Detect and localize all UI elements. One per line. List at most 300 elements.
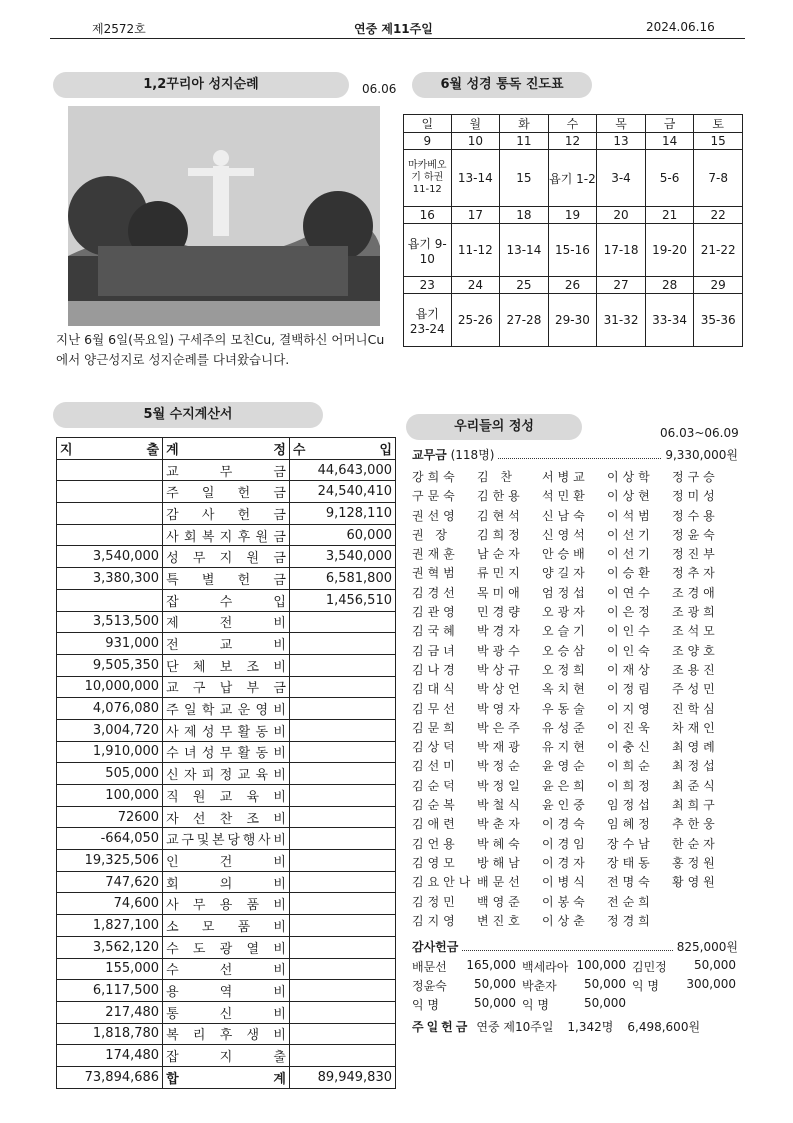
income-cell — [289, 828, 395, 850]
account-cell: 용 역 비 — [166, 985, 286, 1001]
income-cell — [289, 654, 395, 676]
thanks-amount-cell: 165,000 — [466, 958, 516, 972]
reading-cell: 13-14 — [451, 150, 500, 207]
donor-name: 진학심 — [672, 701, 719, 716]
date-cell: 18 — [500, 207, 549, 224]
name-row — [412, 700, 737, 719]
donor-name: 백영준 — [477, 894, 524, 909]
donor-name: 김현석 — [477, 508, 524, 523]
name-row — [412, 468, 737, 487]
donor-name: 김지영 — [412, 913, 459, 928]
thanks-donor: 백세라아 — [522, 960, 569, 974]
name-row — [412, 545, 737, 564]
expense-cell: 3,562,120 — [57, 936, 163, 958]
donor-name: 김관영 — [412, 605, 459, 620]
date-cell: 13 — [597, 133, 646, 150]
donor-name: 이경임 — [542, 836, 589, 851]
donor-name: 이정림 — [607, 682, 654, 697]
donor-name: 박정일 — [477, 778, 524, 793]
income-cell — [289, 719, 395, 741]
donor-name: 신남숙 — [542, 508, 589, 523]
donor-name: 오승삼 — [542, 643, 589, 658]
name-row — [412, 835, 737, 854]
account-cell: 특 별 헌 금 — [166, 572, 286, 588]
donor-name: 정미성 — [672, 489, 719, 504]
thanks-amount-cell — [685, 996, 736, 1015]
header-expense: 지 출 — [60, 442, 160, 458]
name-row — [412, 564, 737, 583]
reading-cell: 27-28 — [500, 294, 549, 347]
donor-name: 신영석 — [542, 527, 589, 542]
donor-name: 박광수 — [477, 643, 524, 658]
name-row — [412, 487, 737, 506]
reading-cell: 25-26 — [451, 294, 500, 347]
donor-name: 강희숙 — [412, 470, 459, 484]
reading-row — [404, 150, 743, 207]
thanks-amount-cell: 50,000 — [584, 977, 626, 991]
finance-row — [57, 611, 396, 633]
account-cell: 잡 지 출 — [166, 1050, 286, 1066]
thanks-donor: 익 명 — [412, 998, 439, 1012]
tithe-line — [412, 446, 738, 463]
expense-cell: 1,827,100 — [57, 915, 163, 937]
thanks-amount-cell: 300,000 — [686, 977, 736, 991]
date-cell: 28 — [645, 277, 694, 294]
donor-name: 이은정 — [607, 605, 654, 620]
reading-cell: 31-32 — [597, 294, 646, 347]
finance-row — [57, 958, 396, 980]
donor-name: 김나경 — [412, 662, 459, 677]
expense-cell: 100,000 — [57, 785, 163, 807]
account-cell: 잡 수 입 — [166, 594, 286, 610]
expense-cell: 3,004,720 — [57, 719, 163, 741]
expense-cell: 931,000 — [57, 633, 163, 655]
donor-name: 권재훈 — [412, 547, 459, 562]
donor-name: 김대식 — [412, 682, 459, 697]
issue-date: 2024.06.16 — [646, 20, 715, 34]
donor-name: 조경애 — [672, 585, 719, 600]
date-row — [404, 277, 743, 294]
donor-name: 정진부 — [672, 547, 719, 562]
reading-cell: 욥기 1-2 — [548, 150, 597, 207]
donor-name: 김문희 — [412, 720, 459, 735]
reading-cell: 욥기 9-10 — [404, 224, 452, 277]
donor-name: 이지영 — [607, 701, 654, 716]
income-cell — [289, 915, 395, 937]
thanks-amount-cell: 50,000 — [694, 958, 736, 972]
finance-total-row — [57, 1066, 396, 1088]
finance-row — [57, 828, 396, 850]
donor-name: 조석모 — [672, 624, 719, 639]
reading-cell: 17-18 — [597, 224, 646, 277]
donor-name: 변진호 — [477, 913, 524, 928]
donor-name: 홍정원 — [672, 855, 719, 870]
income-cell: 9,128,110 — [289, 503, 395, 525]
expense-cell: 9,505,350 — [57, 654, 163, 676]
donor-name: 이석범 — [607, 508, 654, 523]
expense-cell — [57, 459, 163, 481]
thanks-amount-cell: 50,000 — [474, 996, 516, 1010]
name-row — [412, 526, 737, 545]
account-cell: 제 전 비 — [166, 616, 286, 632]
finance-row — [57, 719, 396, 741]
finance-row — [57, 741, 396, 763]
donor-name: 이봉숙 — [542, 894, 589, 909]
expense-cell: 747,620 — [57, 871, 163, 893]
date-row — [404, 133, 743, 150]
bible-schedule-table — [403, 114, 743, 347]
finance-row — [57, 633, 396, 655]
finance-row — [57, 936, 396, 958]
name-row — [412, 719, 737, 738]
finance-row — [57, 676, 396, 698]
total-label: 합 계 — [166, 1071, 286, 1087]
thanks-amount-cell: 50,000 — [474, 977, 516, 991]
reading-cell: 15 — [500, 150, 549, 207]
donor-name: 조양호 — [672, 643, 719, 658]
donor-name: 이재상 — [607, 662, 654, 677]
reading-cell: 29-30 — [548, 294, 597, 347]
income-cell: 60,000 — [289, 524, 395, 546]
finance-table — [56, 437, 396, 1089]
expense-cell — [57, 524, 163, 546]
thanks-amount: 825,000원 — [676, 940, 738, 954]
income-cell: 1,456,510 — [289, 589, 395, 611]
expense-cell: 3,540,000 — [57, 546, 163, 568]
finance-row — [57, 589, 396, 611]
expense-cell: 10,000,000 — [57, 676, 163, 698]
name-row — [412, 912, 737, 931]
income-cell: 44,643,000 — [289, 459, 395, 481]
account-cell: 직 원 교 육 비 — [166, 789, 286, 805]
expense-cell — [57, 503, 163, 525]
name-row — [412, 854, 737, 873]
donor-name: 이경자 — [542, 855, 589, 870]
donor-name: 박재광 — [477, 740, 524, 755]
name-row — [412, 584, 737, 603]
thanks-list — [412, 958, 742, 1015]
finance-row — [57, 763, 396, 785]
donor-name: 류민지 — [477, 566, 524, 581]
income-cell — [289, 633, 395, 655]
donor-name: 양길자 — [542, 566, 589, 581]
donor-name: 박철식 — [477, 798, 524, 813]
donor-name: 장수남 — [607, 836, 654, 851]
donor-name: 이희정 — [607, 778, 654, 793]
donor-name: 이병식 — [542, 875, 589, 890]
finance-row — [57, 806, 396, 828]
total-income: 89,949,830 — [289, 1066, 395, 1088]
weekday-header: 금 — [645, 115, 694, 133]
tithe-label: 교무금 — [412, 448, 447, 462]
thanks-row — [412, 977, 742, 996]
total-expense: 73,894,686 — [57, 1066, 163, 1088]
account-cell: 통 신 비 — [166, 1006, 286, 1022]
account-cell: 성 무 지 원 금 — [166, 551, 286, 567]
donor-name: 박상규 — [477, 662, 524, 677]
donor-name: 이경숙 — [542, 817, 589, 832]
thanks-leader-dots — [462, 950, 672, 951]
account-cell: 수 도 광 열 비 — [166, 941, 286, 957]
donor-name: 목미애 — [477, 585, 524, 600]
donor-name: 안승배 — [542, 547, 589, 562]
account-cell: 인 건 비 — [166, 854, 286, 870]
donor-name: 정추자 — [672, 566, 719, 581]
donor-name: 김한용 — [477, 489, 524, 504]
donor-name: 정수용 — [672, 508, 719, 523]
account-cell: 복 리 후 생 비 — [166, 1028, 286, 1044]
date-cell: 19 — [548, 207, 597, 224]
donor-name: 김정민 — [412, 894, 459, 909]
donor-name: 김영모 — [412, 855, 459, 870]
thanks-donor: 박춘자 — [522, 979, 557, 993]
donor-name: 전명숙 — [607, 875, 654, 890]
expense-cell — [57, 589, 163, 611]
date-cell: 14 — [645, 133, 694, 150]
expense-cell: 1,910,000 — [57, 741, 163, 763]
reading-cell: 7-8 — [694, 150, 743, 207]
donor-name: 김언용 — [412, 836, 459, 851]
account-cell: 감 사 헌 금 — [166, 507, 286, 523]
account-cell: 교 무 금 — [166, 464, 286, 480]
donor-name: 이충신 — [607, 740, 654, 755]
donor-name: 배문선 — [477, 875, 524, 890]
date-cell: 26 — [548, 277, 597, 294]
sunday-people: 1,342명 — [567, 1020, 614, 1034]
thanks-donor — [632, 996, 679, 1015]
thanks-donor: 익 명 — [632, 979, 659, 993]
income-cell — [289, 676, 395, 698]
finance-row — [57, 1045, 396, 1067]
donor-name: 권혁범 — [412, 566, 459, 581]
income-cell — [289, 871, 395, 893]
date-cell: 12 — [548, 133, 597, 150]
name-row — [412, 507, 737, 526]
tithe-count: (118명) — [450, 448, 495, 462]
reading-row — [404, 294, 743, 347]
expense-cell: 155,000 — [57, 958, 163, 980]
income-cell — [289, 741, 395, 763]
expense-cell: 217,480 — [57, 1001, 163, 1023]
finance-row — [57, 459, 396, 481]
header-income: 수 입 — [292, 442, 392, 458]
reading-cell: 13-14 — [500, 224, 549, 277]
reading-row — [404, 224, 743, 277]
income-cell — [289, 1023, 395, 1045]
weekday-row — [404, 115, 743, 133]
thanks-donor: 김민정 — [632, 960, 667, 974]
weekday-header: 목 — [597, 115, 646, 133]
finance-row — [57, 698, 396, 720]
donor-name: 김상덕 — [412, 740, 459, 755]
account-cell: 수 녀 성 무 활 동 비 — [166, 746, 286, 762]
finance-row — [57, 654, 396, 676]
donor-name: 김 찬 — [477, 470, 516, 484]
donor-name: 오광자 — [542, 605, 589, 620]
sunday-line — [412, 1018, 742, 1035]
finance-row — [57, 980, 396, 1002]
reading-cell: 19-20 — [645, 224, 694, 277]
donor-name: 추한웅 — [672, 817, 719, 832]
income-cell — [289, 763, 395, 785]
expense-cell: -664,050 — [57, 828, 163, 850]
donor-name: 권 장 — [412, 527, 451, 542]
donor-name: 최영례 — [672, 740, 719, 755]
thanks-line — [412, 938, 738, 955]
expense-cell: 74,600 — [57, 893, 163, 915]
pilgrimage-date: 06.06 — [362, 82, 397, 96]
reading-cell: 15-16 — [548, 224, 597, 277]
account-cell: 소 모 품 비 — [166, 919, 286, 935]
finance-row — [57, 1023, 396, 1045]
donor-name: 권선영 — [412, 508, 459, 523]
donor-name: 이상춘 — [542, 913, 589, 928]
donor-name: 김요안나 — [412, 875, 475, 890]
donor-name: 김순복 — [412, 798, 459, 813]
donor-name: 윤인중 — [542, 798, 589, 813]
name-row — [412, 661, 737, 680]
donor-name: 김희정 — [477, 527, 524, 542]
donor-name: 장태동 — [607, 855, 654, 870]
date-cell: 16 — [404, 207, 452, 224]
donor-name: 유성준 — [542, 720, 589, 735]
donor-name: 이승환 — [607, 566, 654, 581]
income-cell — [289, 1001, 395, 1023]
sunday-label: 주일헌금 — [412, 1020, 471, 1034]
donor-name: 서병교 — [542, 470, 589, 484]
reading-cell: 35-36 — [694, 294, 743, 347]
thanks-row — [412, 958, 742, 977]
finance-row — [57, 871, 396, 893]
finance-row — [57, 785, 396, 807]
weekday-header: 토 — [694, 115, 743, 133]
finance-row — [57, 915, 396, 937]
weekday-header: 화 — [500, 115, 549, 133]
donor-name: 차재인 — [672, 720, 719, 735]
account-cell: 사 제 성 무 활 동 비 — [166, 724, 286, 740]
donor-name: 방해남 — [477, 855, 524, 870]
reading-cell: 11-12 — [451, 224, 500, 277]
thanks-donor: 정윤숙 — [412, 979, 447, 993]
donor-name: 이인숙 — [607, 643, 654, 658]
reading-cell: 5-6 — [645, 150, 694, 207]
donor-name: 김애련 — [412, 817, 459, 832]
date-cell: 11 — [500, 133, 549, 150]
thanks-label: 감사헌금 — [412, 940, 459, 954]
donor-name: 이인수 — [607, 624, 654, 639]
name-row — [412, 757, 737, 776]
thanks-row — [412, 996, 742, 1015]
liturgical-week: 연중 제11주일 — [354, 22, 433, 36]
donor-name: 최희구 — [672, 798, 719, 813]
date-cell: 15 — [694, 133, 743, 150]
reading-cell: 21-22 — [694, 224, 743, 277]
thanks-amount-cell: 100,000 — [576, 958, 626, 972]
donor-name: 박영자 — [477, 701, 524, 716]
donor-name: 주성민 — [672, 682, 719, 697]
name-row — [412, 622, 737, 641]
donor-name: 김금녀 — [412, 643, 459, 658]
donor-name: 이희순 — [607, 759, 654, 774]
income-cell — [289, 936, 395, 958]
donor-name: 오정희 — [542, 662, 589, 677]
name-row — [412, 777, 737, 796]
donor-name: 조광희 — [672, 605, 719, 620]
header-divider — [50, 38, 745, 39]
donor-name: 오슬기 — [542, 624, 589, 639]
donor-name: 남순자 — [477, 547, 524, 562]
income-cell: 3,540,000 — [289, 546, 395, 568]
expense-cell: 1,818,780 — [57, 1023, 163, 1045]
income-cell: 24,540,410 — [289, 481, 395, 503]
donor-name: 박혜숙 — [477, 836, 524, 851]
date-cell: 20 — [597, 207, 646, 224]
donor-name: 구문숙 — [412, 489, 459, 504]
name-row — [412, 815, 737, 834]
account-cell: 신 자 피 정 교 육 비 — [166, 768, 286, 784]
donor-name: 김경선 — [412, 585, 459, 600]
pilgrimage-photo — [68, 106, 380, 326]
account-cell: 주 일 헌 금 — [166, 486, 286, 502]
finance-row — [57, 850, 396, 872]
sunday-amount: 6,498,600원 — [627, 1020, 701, 1034]
donor-name — [672, 893, 737, 912]
income-cell — [289, 850, 395, 872]
reading-cell: 마카베오기 하권 11-12 — [404, 150, 452, 207]
donor-name: 전순희 — [607, 894, 654, 909]
donor-name: 조용진 — [672, 662, 719, 677]
reading-cell: 욥기 23-24 — [404, 294, 452, 347]
pilgrimage-title: 1,2꾸리아 성지순례 — [53, 72, 349, 98]
expense-cell: 505,000 — [57, 763, 163, 785]
account-cell: 주 일 학 교 운 영 비 — [166, 703, 286, 719]
income-cell — [289, 806, 395, 828]
finance-row — [57, 1001, 396, 1023]
finance-row — [57, 481, 396, 503]
donor-name: 윤영순 — [542, 759, 589, 774]
header-account: 계 정 — [166, 442, 286, 458]
expense-cell — [57, 481, 163, 503]
donor-name: 박춘자 — [477, 817, 524, 832]
finance-row — [57, 893, 396, 915]
thanks-donor: 익 명 — [522, 998, 549, 1012]
finance-row — [57, 546, 396, 568]
name-row — [412, 738, 737, 757]
weekday-header: 월 — [451, 115, 500, 133]
donor-name: 박정순 — [477, 759, 524, 774]
name-row — [412, 796, 737, 815]
finance-title: 5월 수지계산서 — [53, 402, 323, 428]
donor-name: 우동술 — [542, 701, 589, 716]
finance-row — [57, 568, 396, 590]
date-cell: 22 — [694, 207, 743, 224]
reading-cell: 33-34 — [645, 294, 694, 347]
bible-schedule-title: 6월 성경 통독 진도표 — [412, 72, 592, 98]
pilgrimage-caption: 지난 6월 6일(목요일) 구세주의 모친Cu, 결백하신 어머니Cu에서 양근성지로 성지순례를 다녀왔습니다. — [56, 332, 385, 367]
donor-name: 엄정섭 — [542, 585, 589, 600]
donor-name: 이상현 — [607, 489, 654, 504]
account-cell: 사 회 복 지 후 원 금 — [166, 529, 286, 545]
donor-name: 정경희 — [607, 913, 654, 928]
donor-name: 민경량 — [477, 605, 524, 620]
income-cell: 6,581,800 — [289, 568, 395, 590]
issue-number: 제2572호 — [92, 22, 146, 36]
income-cell — [289, 958, 395, 980]
expense-cell: 3,513,500 — [57, 611, 163, 633]
donor-name: 정윤숙 — [672, 527, 719, 542]
expense-cell: 19,325,506 — [57, 850, 163, 872]
income-cell — [289, 785, 395, 807]
